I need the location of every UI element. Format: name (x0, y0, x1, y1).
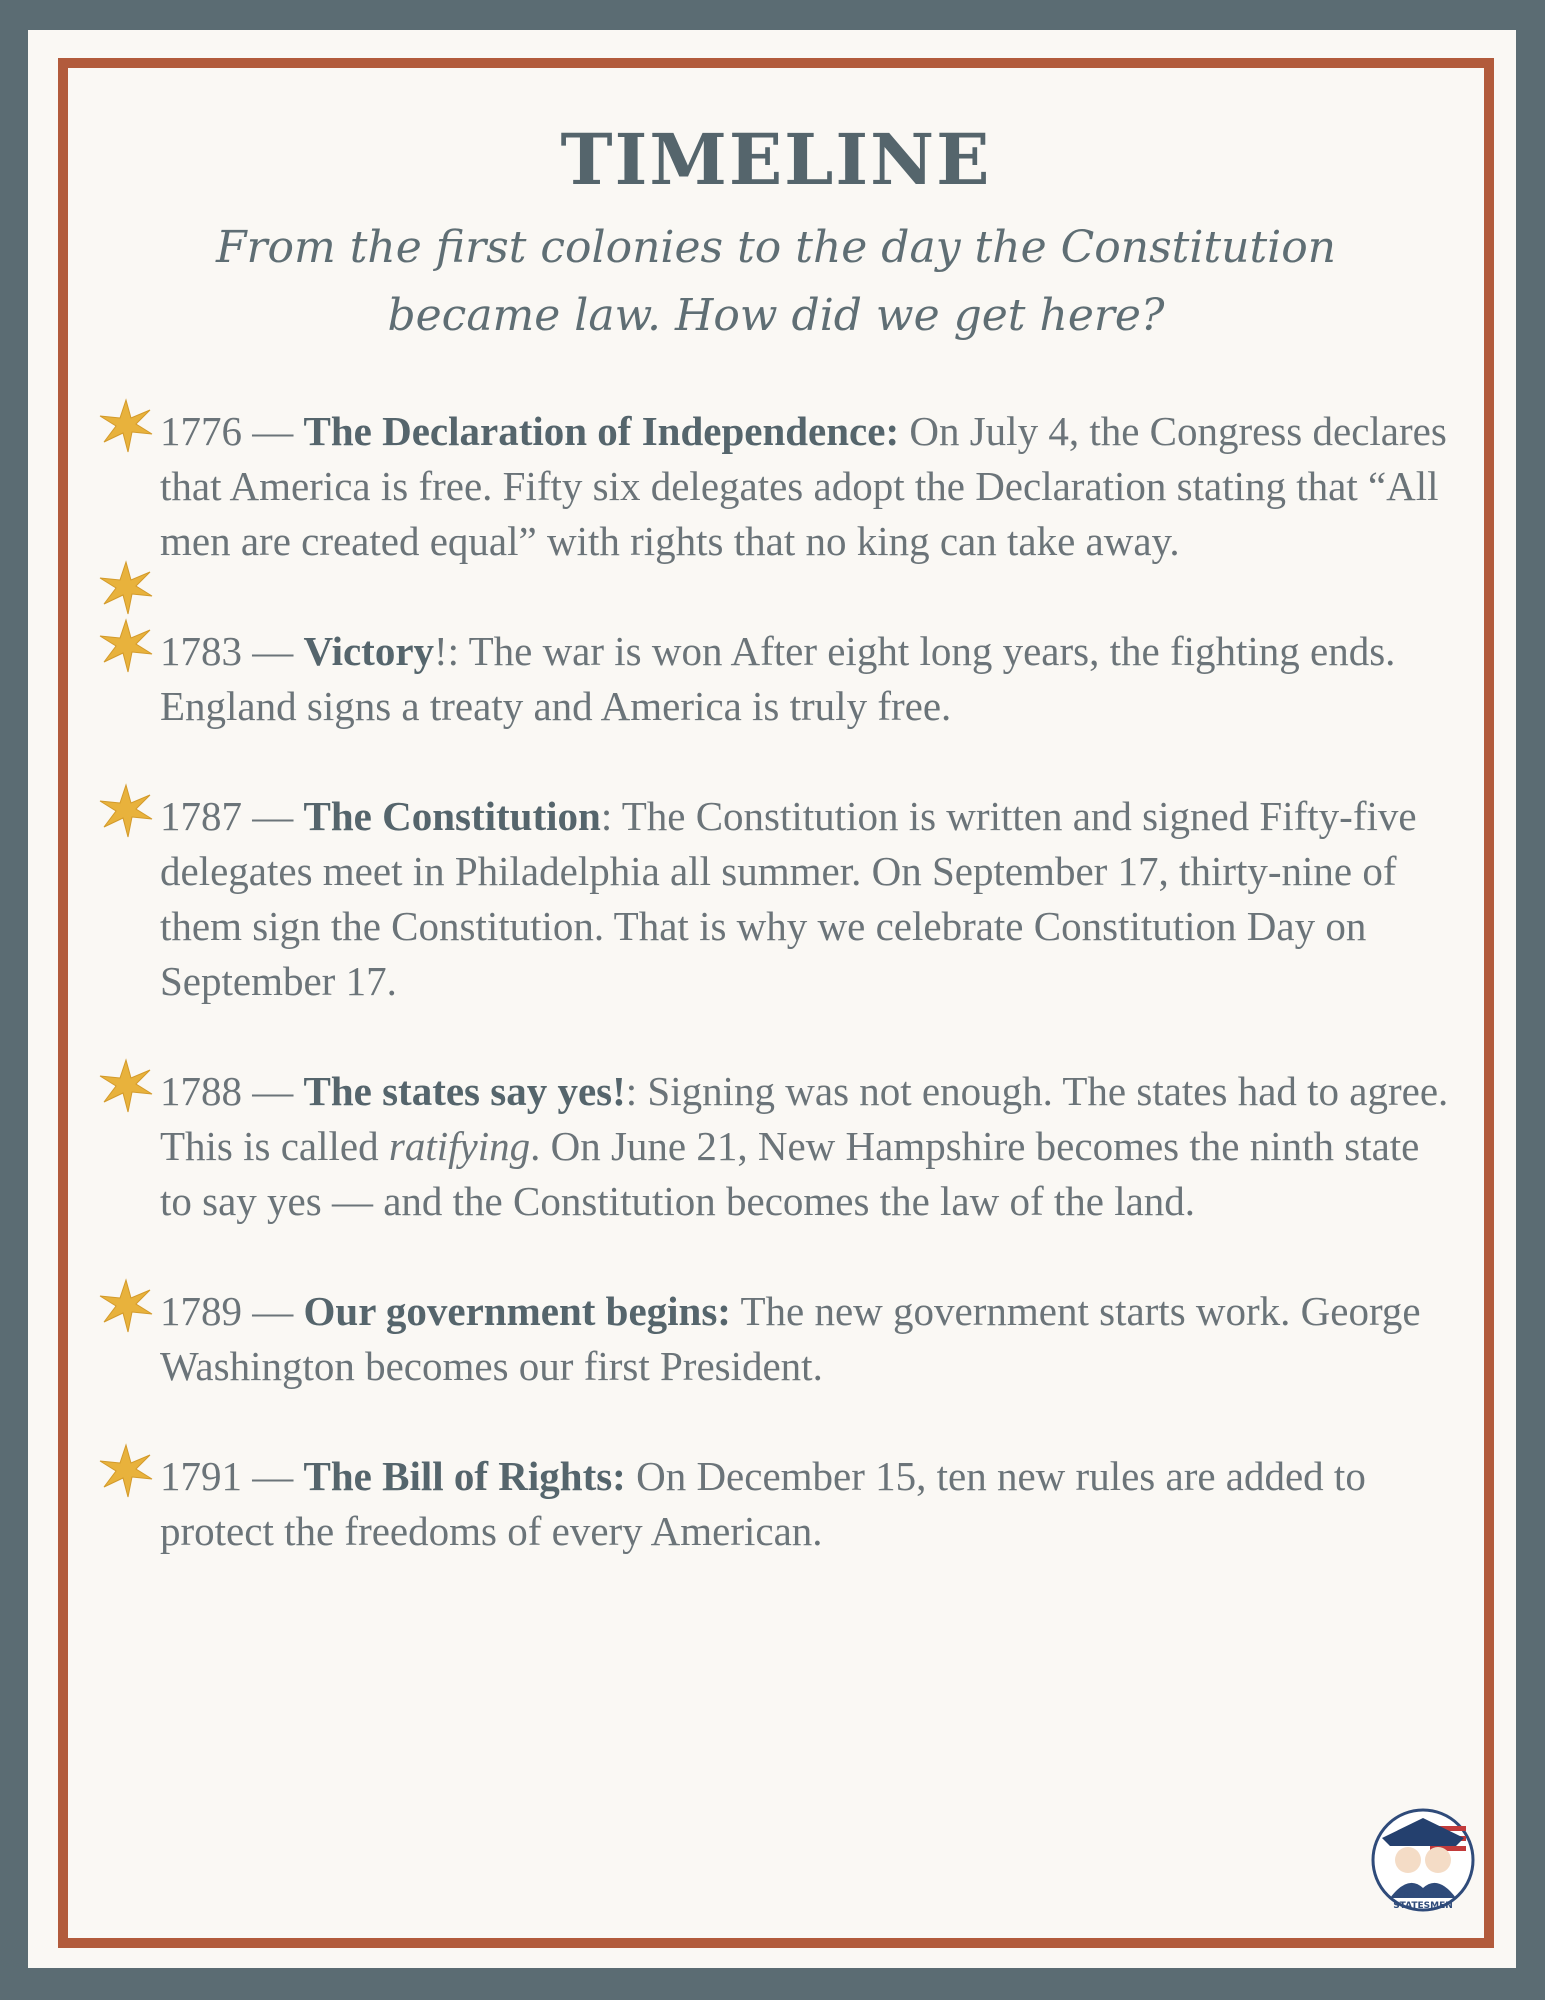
entry-heading: Our government begins: (303, 1288, 731, 1334)
entry-dash: — (242, 1288, 304, 1334)
brand-logo (1368, 1808, 1478, 1918)
entry-dash: — (242, 793, 304, 839)
entry-dash: — (242, 1453, 304, 1499)
entry-text: : Signing was not enough. The states had to agree. This is called (160, 1068, 1449, 1169)
logo-line-2: STATESMEN (1393, 1901, 1453, 1911)
page-content (68, 68, 1484, 1938)
timeline-entry-1789 (160, 1284, 1460, 1394)
page-title: TIMELINE (560, 118, 992, 201)
star-icon (98, 1058, 154, 1114)
timeline-entry-1783 (160, 624, 1460, 734)
entry-year: 1791 (160, 1453, 242, 1499)
timeline-entry-1776 (160, 404, 1460, 569)
entry-heading: Victory (303, 628, 435, 674)
star-icon (98, 783, 154, 839)
entry-heading: The Bill of Rights: (303, 1453, 626, 1499)
star-icon (98, 1443, 154, 1499)
entry-heading: The Declaration of Independence: (303, 408, 900, 454)
entry-year: 1776 (160, 408, 242, 454)
entry-text: !: The war is won After eight long years, the fighting ends. England signs a treaty and America is truly free. (160, 628, 1396, 729)
entry-text: The new government starts work. George Washington becomes our first President. (160, 1288, 1421, 1389)
star-icon (98, 1278, 154, 1334)
timeline-entry-1787 (160, 789, 1460, 1009)
entry-year: 1787 (160, 793, 242, 839)
entry-text-after: . On June 21, New Hampshire becomes the ninth state to say yes — and the Constitution becomes the law of the land. (160, 1123, 1420, 1224)
page-subtitle: From the first colonies to the day the Constitution became law. How did we get here? (215, 222, 1337, 341)
logo-text (1368, 1890, 1478, 1912)
star-icon (98, 618, 154, 674)
entry-text: On December 15, ten new rules are added to protect the freedoms of every American. (160, 1453, 1366, 1554)
entry-dash: — (242, 628, 304, 674)
entry-year: 1789 (160, 1288, 242, 1334)
timeline-entry-1788 (160, 1064, 1460, 1229)
entry-dash: — (242, 408, 304, 454)
timeline-list (160, 404, 1460, 1614)
logo-line-1: The Littlest (1397, 1890, 1449, 1900)
entry-year: 1788 (160, 1068, 242, 1114)
entry-year: 1783 (160, 628, 242, 674)
entry-text: : The Constitution is written and signed Fifty-five delegates meet in Philadelphia all summer. On September 17, thirty-nine of them sign the Constitution. That is why we celebrate Constitution Day on September 17. (160, 793, 1417, 1004)
entry-emphasis: ratifying (388, 1123, 531, 1169)
timeline-entry-1791 (160, 1449, 1460, 1559)
star-icon (98, 398, 154, 454)
entry-heading: The states say yes! (303, 1068, 626, 1114)
star-icon (98, 560, 154, 616)
entry-heading: The Constitution (303, 793, 601, 839)
entry-dash: — (242, 1068, 304, 1114)
entry-text: On July 4, the Congress declares that America is free. Fifty six delegates adopt the Declaration stating that “All men are created equal” with rights that no king can take away. (160, 408, 1447, 564)
